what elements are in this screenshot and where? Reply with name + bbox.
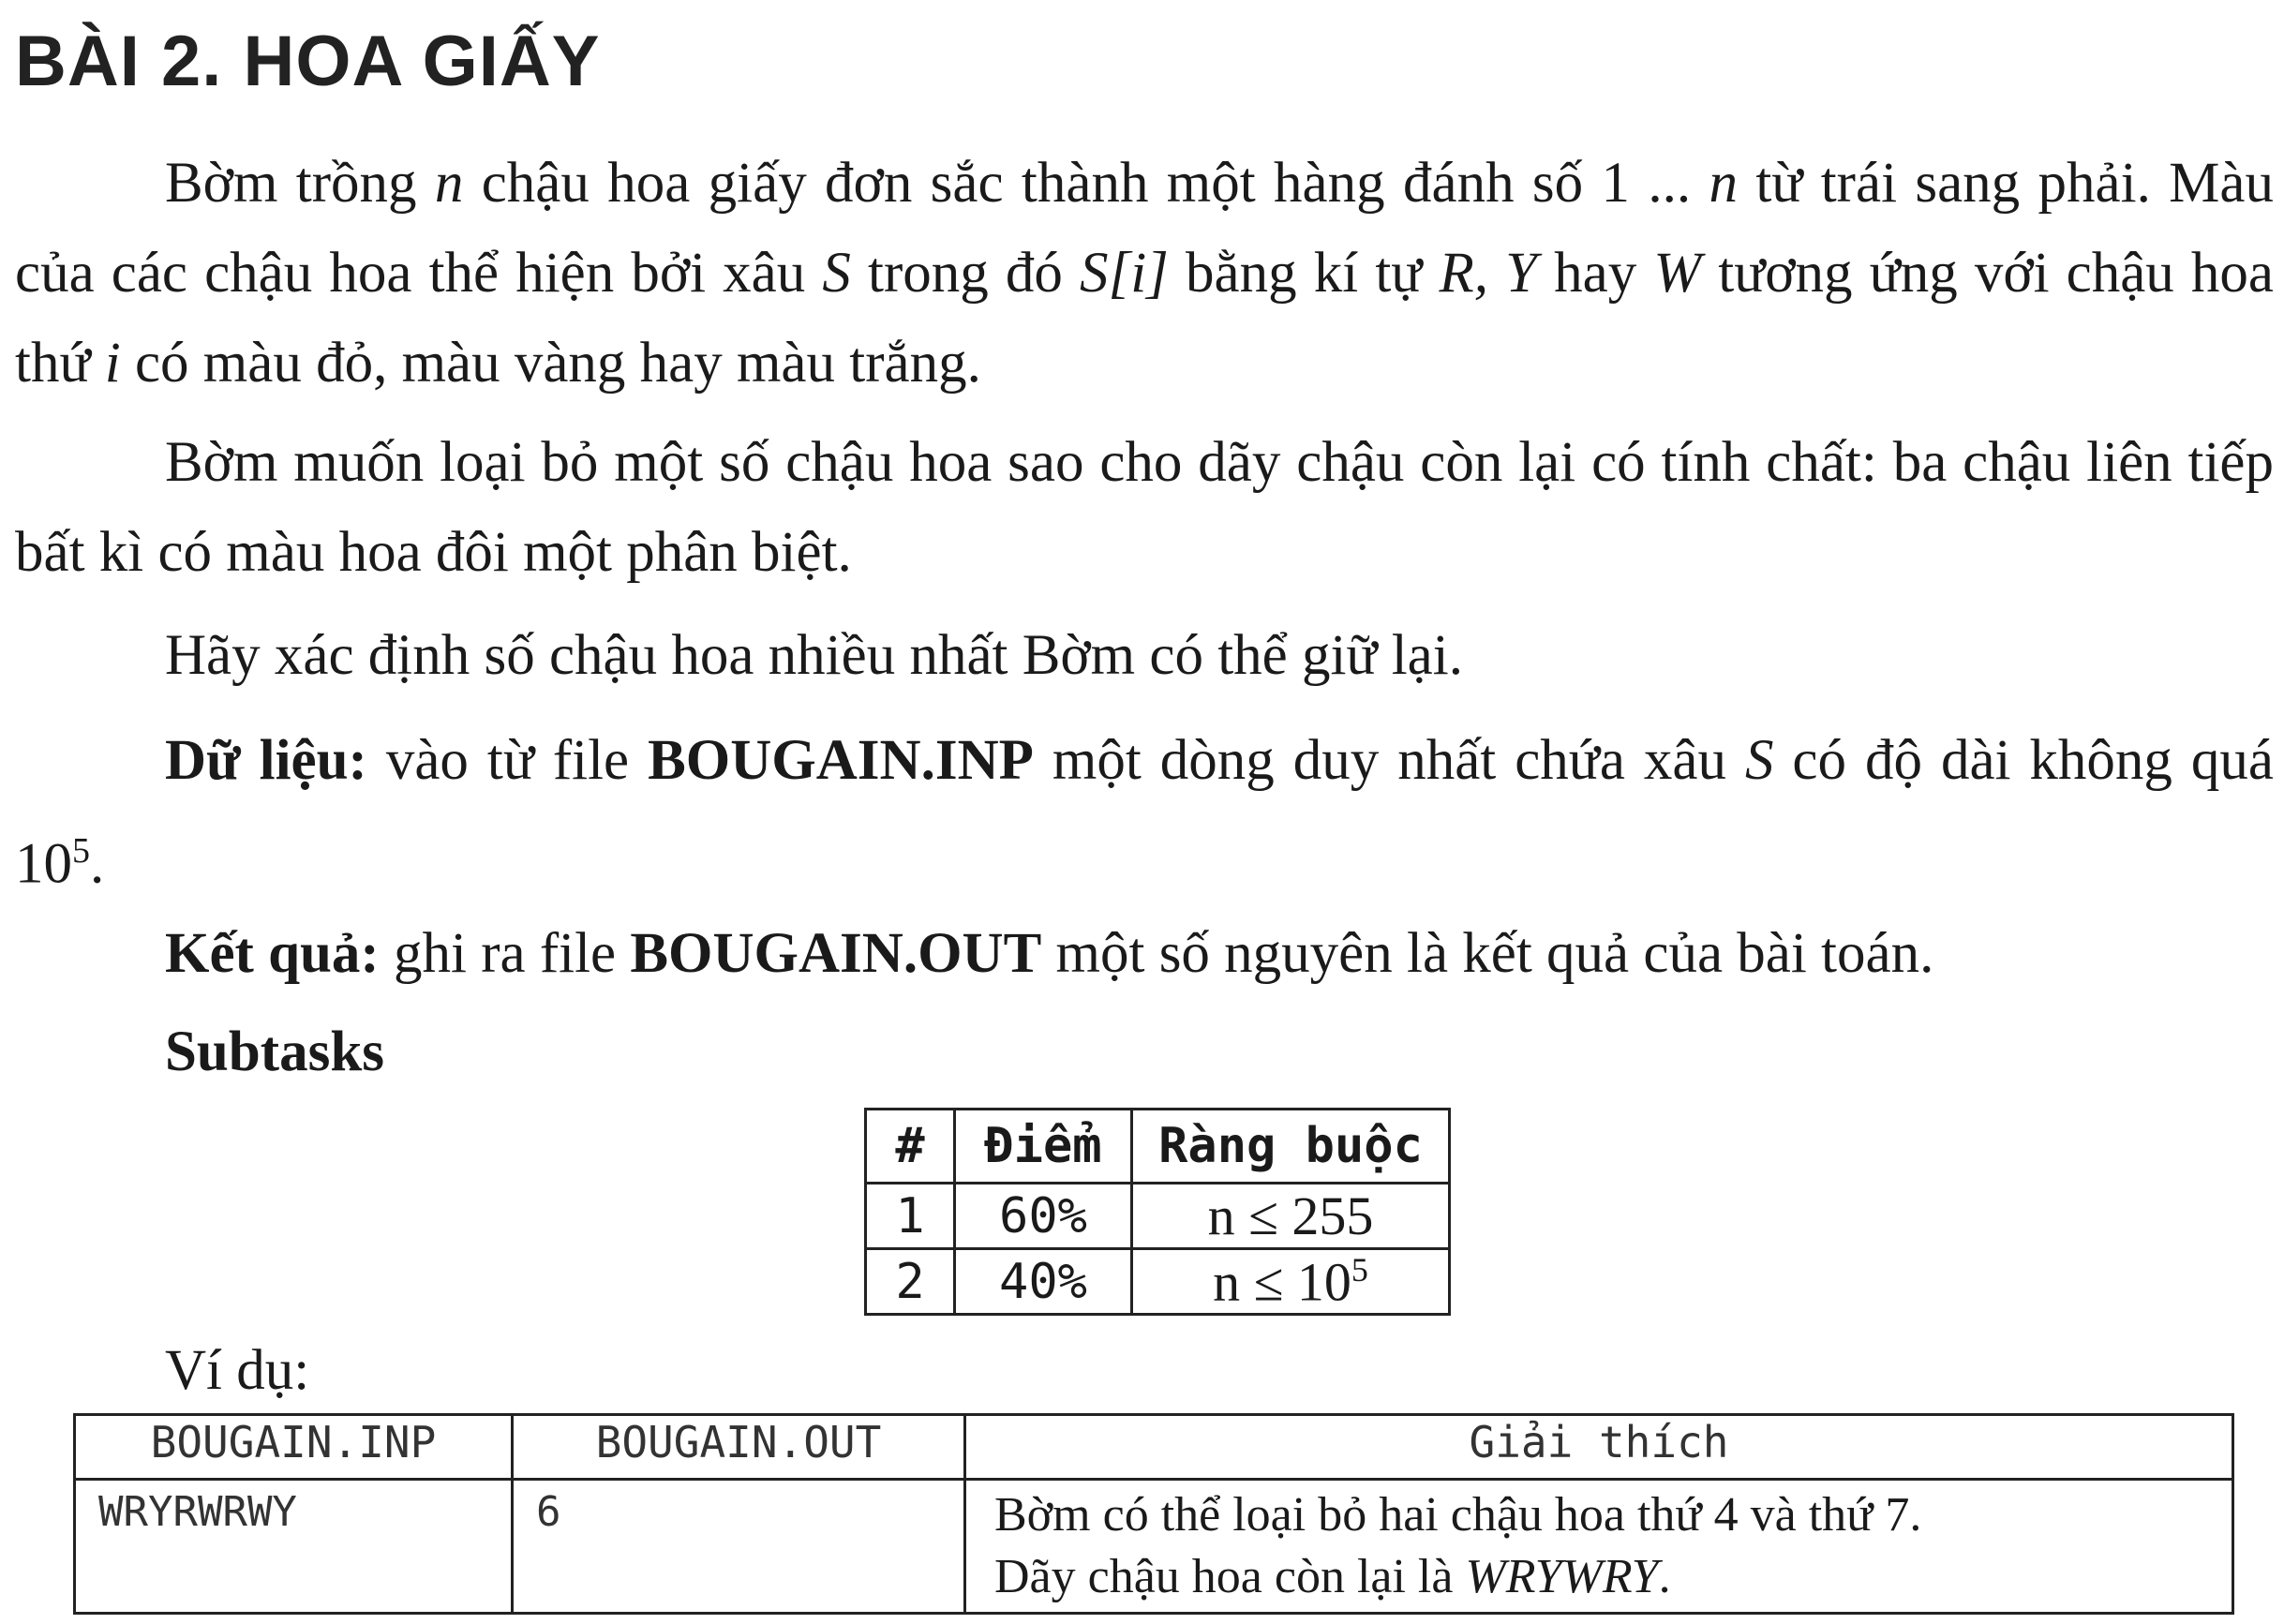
exponent: 5: [1351, 1251, 1368, 1289]
text: Dãy chậu hoa còn lại là: [994, 1550, 1466, 1603]
header-cell: #: [866, 1110, 955, 1184]
text: có độ dài không quá 10: [15, 729, 2274, 896]
header-cell: Ràng buộc: [1132, 1110, 1450, 1184]
input-label: Dữ liệu:: [165, 729, 367, 792]
math-s: S: [822, 242, 851, 305]
output-label: Kết quả:: [165, 922, 380, 985]
subtask-constraint: [1132, 1249, 1450, 1315]
math-s-i: S[i]: [1080, 242, 1169, 305]
text: trong đó: [850, 242, 1080, 305]
table-row: [75, 1480, 2233, 1614]
explanation-line: Bờm có thể loại bỏ hai chậu hoa thứ 4 và thứ 7.: [994, 1488, 1922, 1542]
input-spec: [15, 716, 2274, 909]
subtasks-table: [864, 1108, 1451, 1316]
text: Bờm trồng: [165, 152, 435, 215]
math-r-y: R, Y: [1439, 242, 1538, 305]
example-label: Ví dụ:: [165, 1339, 310, 1402]
statement-paragraph-3: Hãy xác định số chậu hoa nhiều nhất Bờm có thể giữ lại.: [165, 624, 1463, 687]
text: có màu đỏ, màu vàng hay màu trắng.: [120, 332, 981, 395]
subtask-number: 2: [866, 1249, 955, 1315]
exponent: 5: [72, 831, 90, 871]
subtasks-heading: Subtasks: [165, 1021, 384, 1083]
text: vào từ file: [366, 729, 649, 792]
statement-paragraph-2: Bờm muốn loại bỏ một số chậu hoa sao cho dãy chậu còn lại có tính chất: ba chậu liên tiếp bất kì có màu hoa đôi một phân biệt.: [15, 431, 2274, 584]
input-filename: BOUGAIN.INP: [648, 729, 1034, 792]
math-s: S: [1744, 729, 1774, 792]
example-table: [73, 1413, 2234, 1615]
statement-paragraph-1: [15, 139, 2274, 409]
math-n: n: [1709, 152, 1738, 215]
text: từ trái sang phải. Màu của các chậu hoa thể hiện bởi xâu: [15, 152, 2274, 305]
output-filename: BOUGAIN.OUT: [630, 922, 1042, 985]
text: .: [90, 832, 105, 896]
header-cell: Điểm: [955, 1110, 1132, 1184]
subtask-constraint: [1132, 1184, 1450, 1249]
math-i: i: [104, 332, 121, 395]
text: một số nguyên là kết quả của bài toán.: [1041, 922, 1934, 985]
explanation-line: [994, 1546, 2203, 1608]
subtask-points: 60%: [955, 1184, 1132, 1249]
table-header-row: [75, 1415, 2233, 1480]
table-row: [866, 1249, 1450, 1315]
math-n: n: [434, 152, 464, 215]
text: tương ứng với chậu hoa thứ: [15, 242, 2275, 395]
table-row: [866, 1184, 1450, 1249]
header-cell: BOUGAIN.INP: [75, 1415, 513, 1480]
example-output: 6: [513, 1480, 965, 1614]
text: chậu hoa giấy đơn sắc thành một hàng đánh số 1 ...: [463, 152, 1709, 215]
table-header-row: [866, 1110, 1450, 1184]
text: một dòng duy nhất chứa xâu: [1033, 729, 1745, 792]
math-w: W: [1653, 242, 1702, 305]
text: bằng kí tự: [1168, 242, 1440, 305]
output-spec: [15, 909, 2274, 999]
text: .: [1658, 1550, 1671, 1603]
constraint-text: n ≤ 255: [1207, 1185, 1374, 1246]
problem-title: BÀI 2. HOA GIẤY: [15, 22, 601, 101]
text: hay: [1537, 242, 1654, 305]
math-sequence: WRYWRY: [1465, 1550, 1659, 1603]
header-cell: Giải thích: [965, 1415, 2233, 1480]
subtask-number: 1: [866, 1184, 955, 1249]
example-input: WRYRWRWY: [75, 1480, 513, 1614]
subtask-points: 40%: [955, 1249, 1132, 1315]
text: ghi ra file: [379, 922, 631, 985]
example-explanation: [965, 1480, 2233, 1614]
header-cell: BOUGAIN.OUT: [513, 1415, 965, 1480]
constraint-text: n ≤ 10: [1213, 1251, 1351, 1313]
